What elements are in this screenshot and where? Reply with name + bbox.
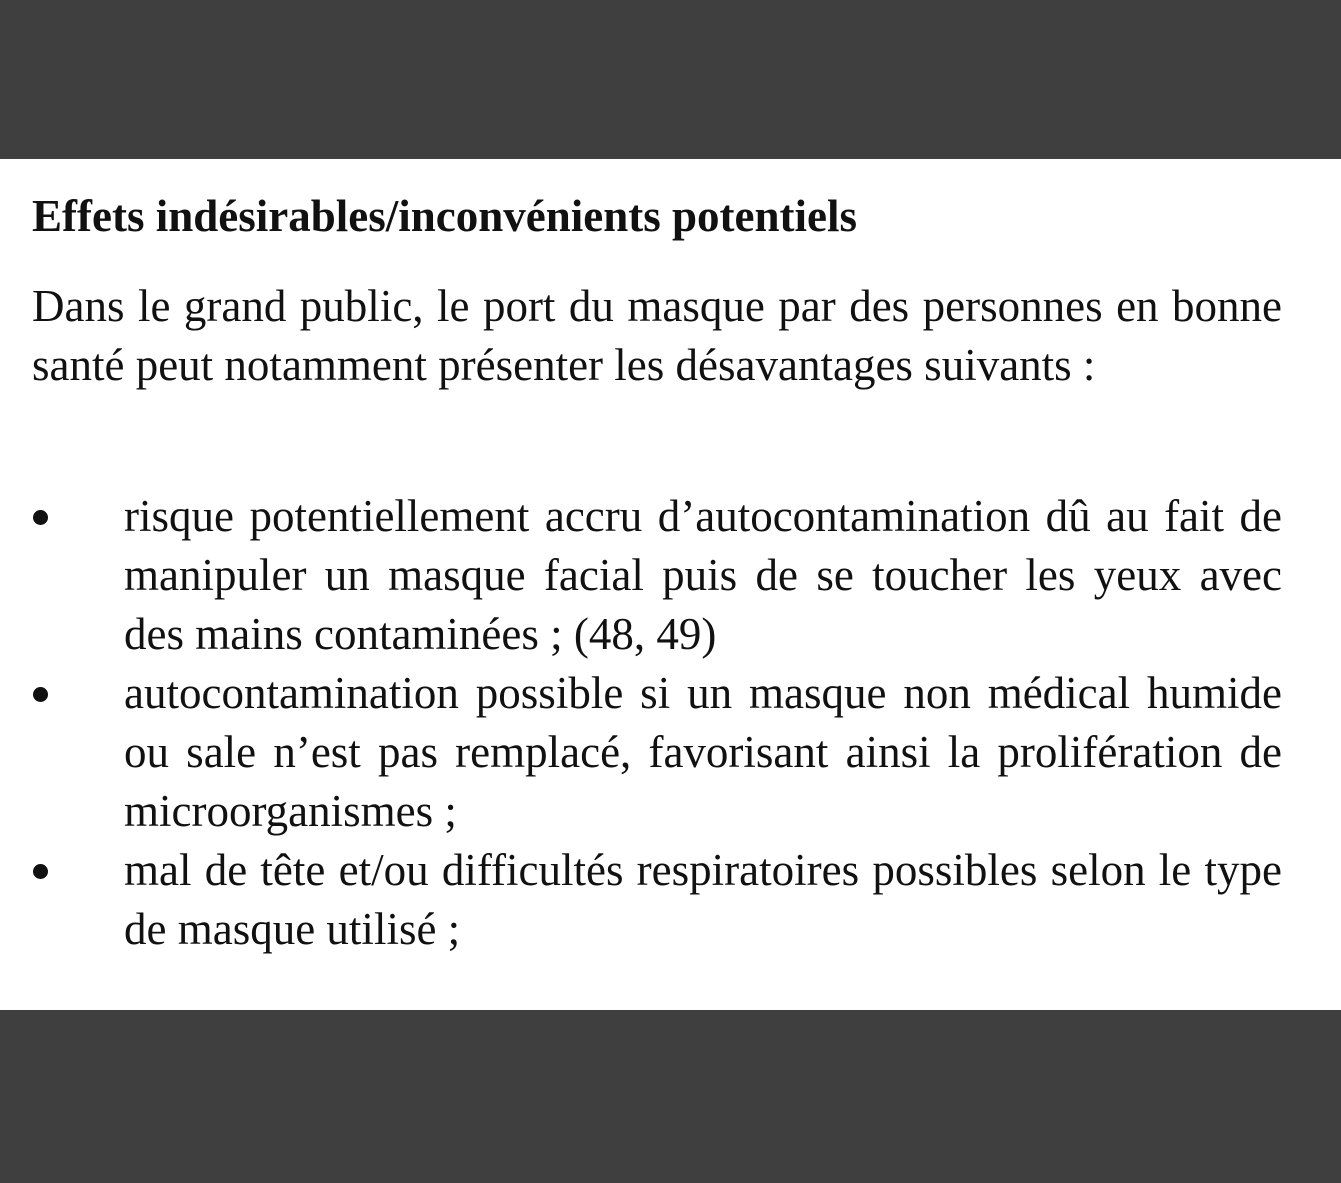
- list-item: [0, 487, 1341, 664]
- bullet-icon: [33, 510, 48, 525]
- bullet-icon: [33, 687, 48, 702]
- document-excerpt: [0, 159, 1341, 1010]
- list-item-text: mal de tête et/ou difficultés respiratoires possibles selon le type de masque utilisé ;: [124, 845, 1282, 954]
- list-item: [0, 841, 1341, 959]
- intro-paragraph: Dans le grand public, le port du masque par des personnes en bonne santé peut notamment présenter les désavantages suivants :: [32, 281, 1282, 390]
- section-heading: Effets indésirables/inconvénients potentiels: [32, 191, 858, 241]
- bottom-dark-band: [0, 1010, 1341, 1183]
- top-dark-band: [0, 0, 1341, 159]
- list-item-text: autocontamination possible si un masque non médical humide ou sale n’est pas remplacé, favorisant ainsi la prolifération de microorganismes ;: [124, 668, 1282, 836]
- bullet-list: [0, 487, 1341, 959]
- bullet-icon: [33, 864, 48, 879]
- list-item-text: risque potentiellement accru d’autocontamination dû au fait de manipuler un masque facial puis de se toucher les yeux avec des mains contaminées ; (48, 49): [124, 491, 1282, 659]
- list-item: [0, 664, 1341, 841]
